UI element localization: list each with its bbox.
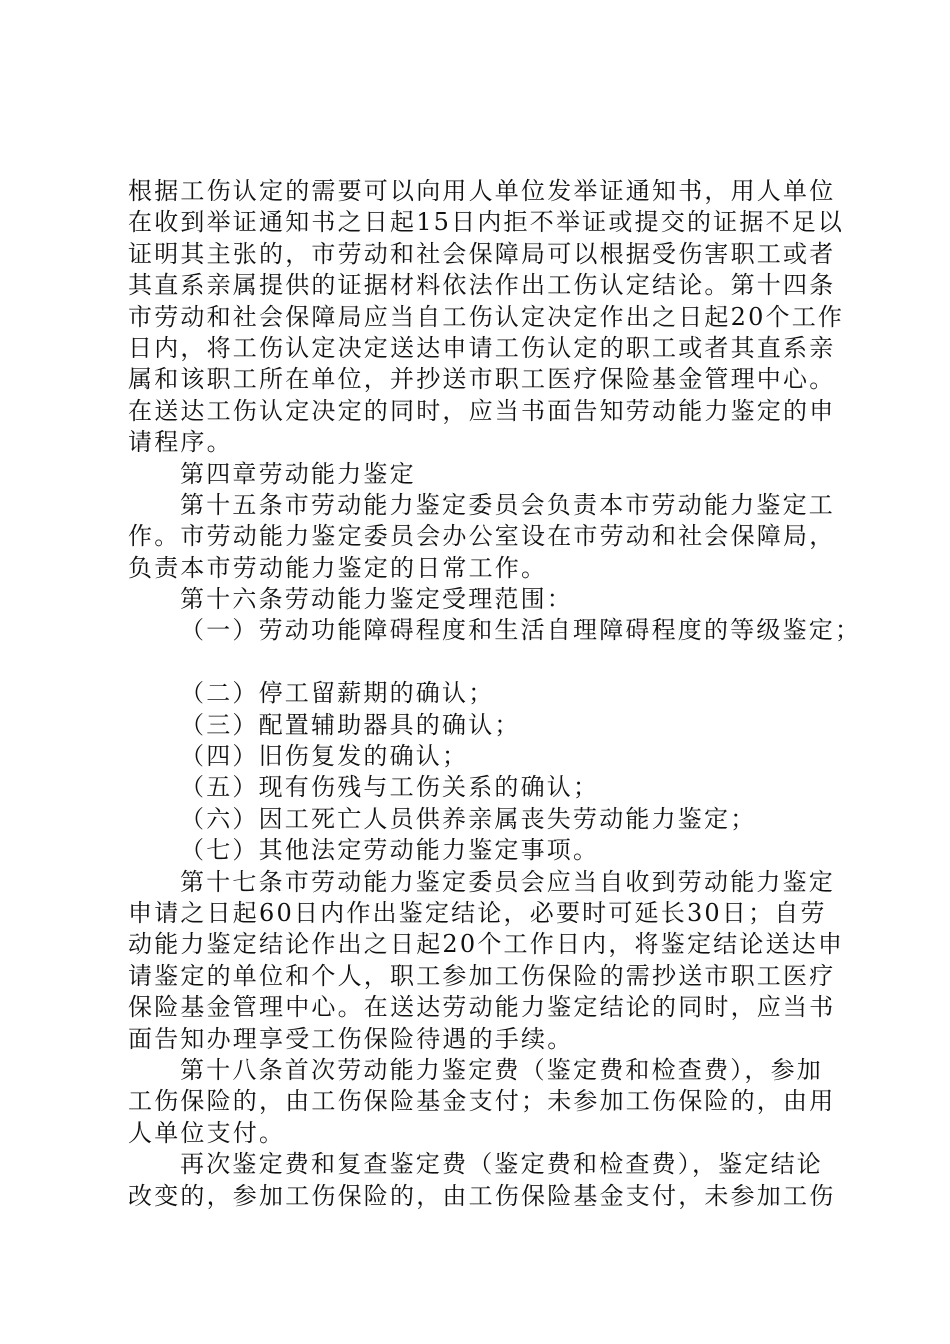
text-line: 第四章劳动能力鉴定	[180, 459, 416, 488]
text-line: 再次鉴定费和复查鉴定费（鉴定费和检查费），鉴定结论	[180, 1150, 823, 1179]
text-line: 改变的，参加工伤保险的，由工伤保险基金支付，未参加工伤	[128, 1181, 836, 1210]
text-line: 请程序。	[128, 428, 233, 457]
text-line: （一）劳动功能障碍程度和生活自理障碍程度的等级鉴定；	[180, 616, 862, 645]
text-line: 证明其主张的，市劳动和社会保障局可以根据受伤害职工或者	[128, 239, 836, 268]
text-line: 动能力鉴定结论作出之日起20个工作日内，将鉴定结论送达申	[128, 930, 845, 959]
text-line: （五）现有伤残与工伤关系的确认；	[180, 773, 600, 802]
text-line: 市劳动和社会保障局应当自工伤认定决定作出之日起20个工作	[128, 302, 845, 331]
text-line: 工伤保险的，由工伤保险基金支付；未参加工伤保险的，由用	[128, 1087, 836, 1116]
document-body	[128, 176, 862, 1212]
text-line: 第十八条首次劳动能力鉴定费（鉴定费和检查费），参加	[180, 1055, 823, 1084]
text-line: 根据工伤认定的需要可以向用人单位发举证通知书，用人单位	[128, 177, 836, 205]
text-line: （四）旧伤复发的确认；	[180, 742, 469, 771]
text-line: 第十五条市劳动能力鉴定委员会负责本市劳动能力鉴定工	[180, 490, 835, 519]
text-line: 日内，将工伤认定决定送达申请工伤认定的职工或者其直系亲	[128, 333, 836, 362]
text-line: 面告知办理享受工伤保险待遇的手续。	[128, 1024, 574, 1053]
text-line: 第十七条市劳动能力鉴定委员会应当自收到劳动能力鉴定	[180, 867, 835, 896]
text-line: 在收到举证通知书之日起15日内拒不举证或提交的证据不足以	[128, 208, 845, 237]
text-line: 负责本市劳动能力鉴定的日常工作。	[128, 553, 548, 582]
text-line: （二）停工留薪期的确认；	[180, 679, 495, 708]
text-line: 申请之日起60日内作出鉴定结论，必要时可延长30日；自劳	[128, 898, 827, 927]
text-line: 请鉴定的单位和个人，职工参加工伤保险的需抄送市职工医疗	[128, 961, 836, 990]
text-line: （三）配置辅助器具的确认；	[180, 710, 521, 739]
text-line: 作。市劳动能力鉴定委员会办公室设在市劳动和社会保障局，	[128, 522, 836, 551]
text-line: 在送达工伤认定决定的同时，应当书面告知劳动能力鉴定的申	[128, 396, 836, 425]
text-line: 保险基金管理中心。在送达劳动能力鉴定结论的同时，应当书	[128, 993, 836, 1022]
text-line: 第十六条劳动能力鉴定受理范围：	[180, 585, 573, 614]
text-line: 人单位支付。	[128, 1118, 286, 1147]
text-line: （七）其他法定劳动能力鉴定事项。	[180, 836, 600, 865]
text-line: 其直系亲属提供的证据材料依法作出工伤认定结论。第十四条	[128, 271, 836, 300]
text-line: （六）因工死亡人员供养亲属丧失劳动能力鉴定；	[180, 804, 757, 833]
blank-line	[128, 647, 838, 678]
text-line: 属和该职工所在单位，并抄送市职工医疗保险基金管理中心。	[128, 365, 836, 394]
